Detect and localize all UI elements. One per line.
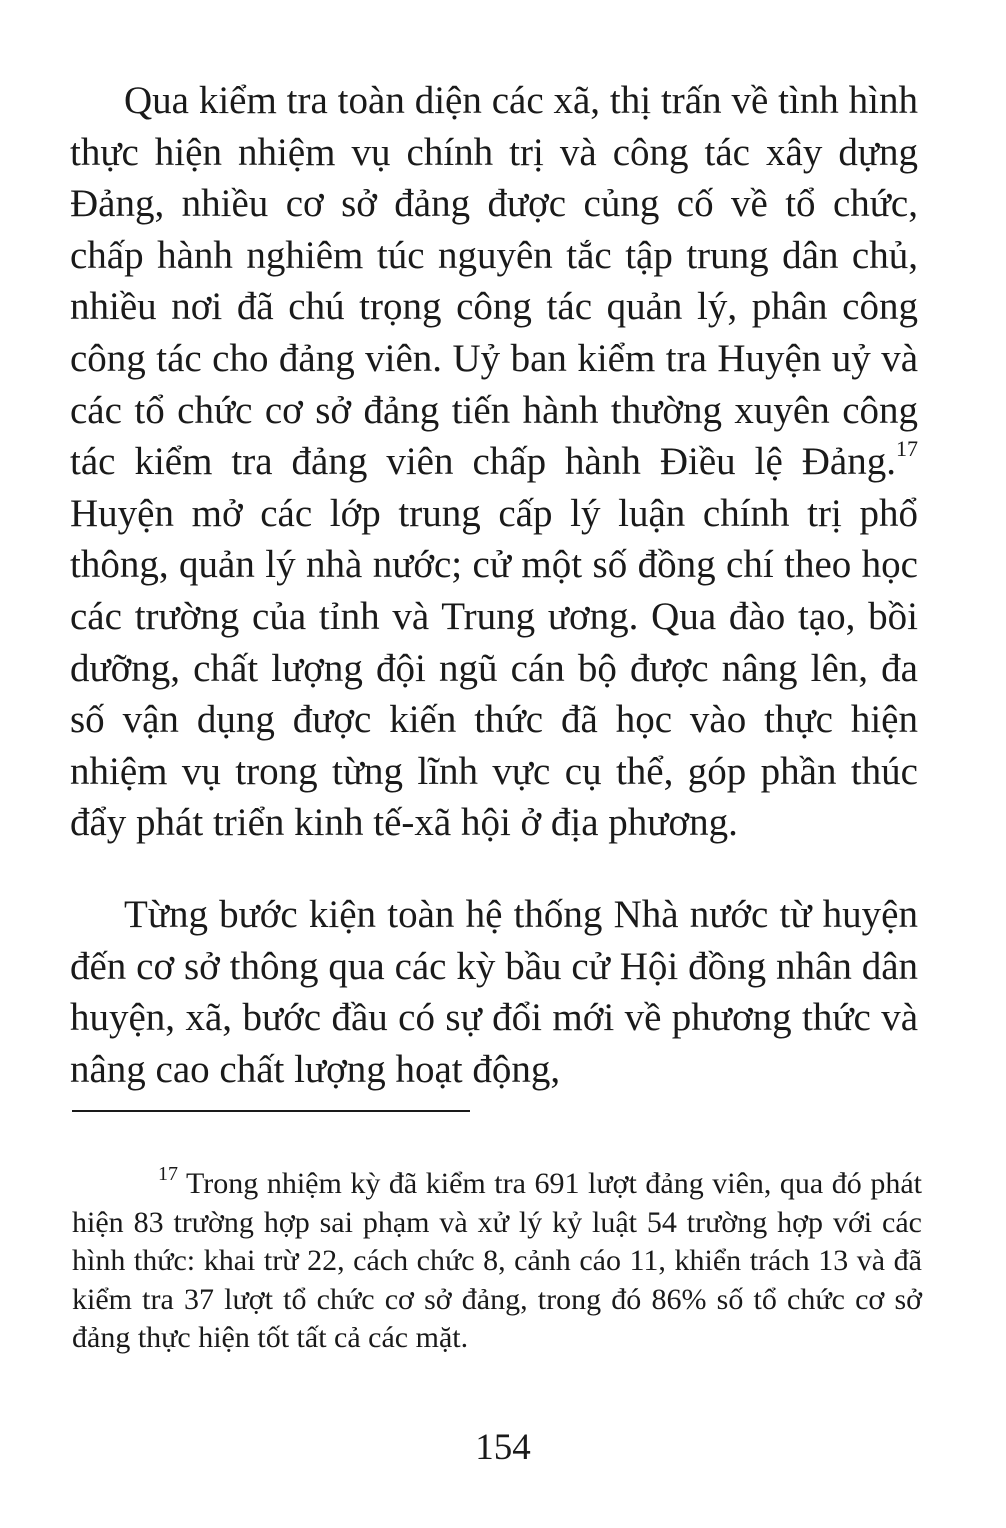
body-paragraph-2 <box>70 889 918 1095</box>
body-paragraph-1 <box>70 75 918 849</box>
footnote-reference-17: 17 <box>896 436 918 462</box>
footnote-text: Trong nhiệm kỳ đã kiểm tra 691 lượt đảng viên, qua đó phát hiện 83 trường hợp sai phạm và xử lý kỷ luật 54 trường hợp với các hình thức: khai trừ 22, cách chức 8, cảnh cáo 11, khiển trách 13 và đã kiểm tra 37 lượt tổ chức cơ sở đảng, trong đó 86% số tổ chức cơ sở đảng thực hiện tốt tất cả các mặt. <box>72 1167 922 1354</box>
footnote-number: 17 <box>158 1163 178 1185</box>
footnote-separator <box>72 1110 470 1112</box>
footnote-17 <box>72 1165 922 1358</box>
paragraph-1-text-after-ref: Huyện mở các lớp trung cấp lý luận chính trị phổ thông, quản lý nhà nước; cử một số đồng chí theo học các trường của tỉnh và Trung ương. Qua đào tạo, bồi dưỡng, chất lượng đội ngũ cán bộ được nâng lên, đa số vận dụng được kiến thức đã học vào thực hiện nhiệm vụ trong từng lĩnh vực cụ thể, góp phần thúc đẩy phát triển kinh tế-xã hội ở địa phương. <box>70 491 918 845</box>
paragraph-2-text: Từng bước kiện toàn hệ thống Nhà nước từ huyện đến cơ sở thông qua các kỳ bầu cử Hội đồng nhân dân huyện, xã, bước đầu có sự đổi mới về phương thức và nâng cao chất lượng hoạt động, <box>70 893 918 1091</box>
paragraph-1-text-before-ref: Qua kiểm tra toàn diện các xã, thị trấn về tình hình thực hiện nhiệm vụ chính trị và công tác xây dựng Đảng, nhiều cơ sở đảng được củng cố về tổ chức, chấp hành nghiêm túc nguyên tắc tập trung dân chủ, nhiều nơi đã chú trọng công tác quản lý, phân công công tác cho đảng viên. Uỷ ban kiểm tra Huyện uỷ và các tổ chức cơ sở đảng tiến hành thường xuyên công tác kiểm tra đảng viên chấp hành Điều lệ Đảng. <box>70 79 918 484</box>
page-number: 154 <box>475 1427 531 1468</box>
